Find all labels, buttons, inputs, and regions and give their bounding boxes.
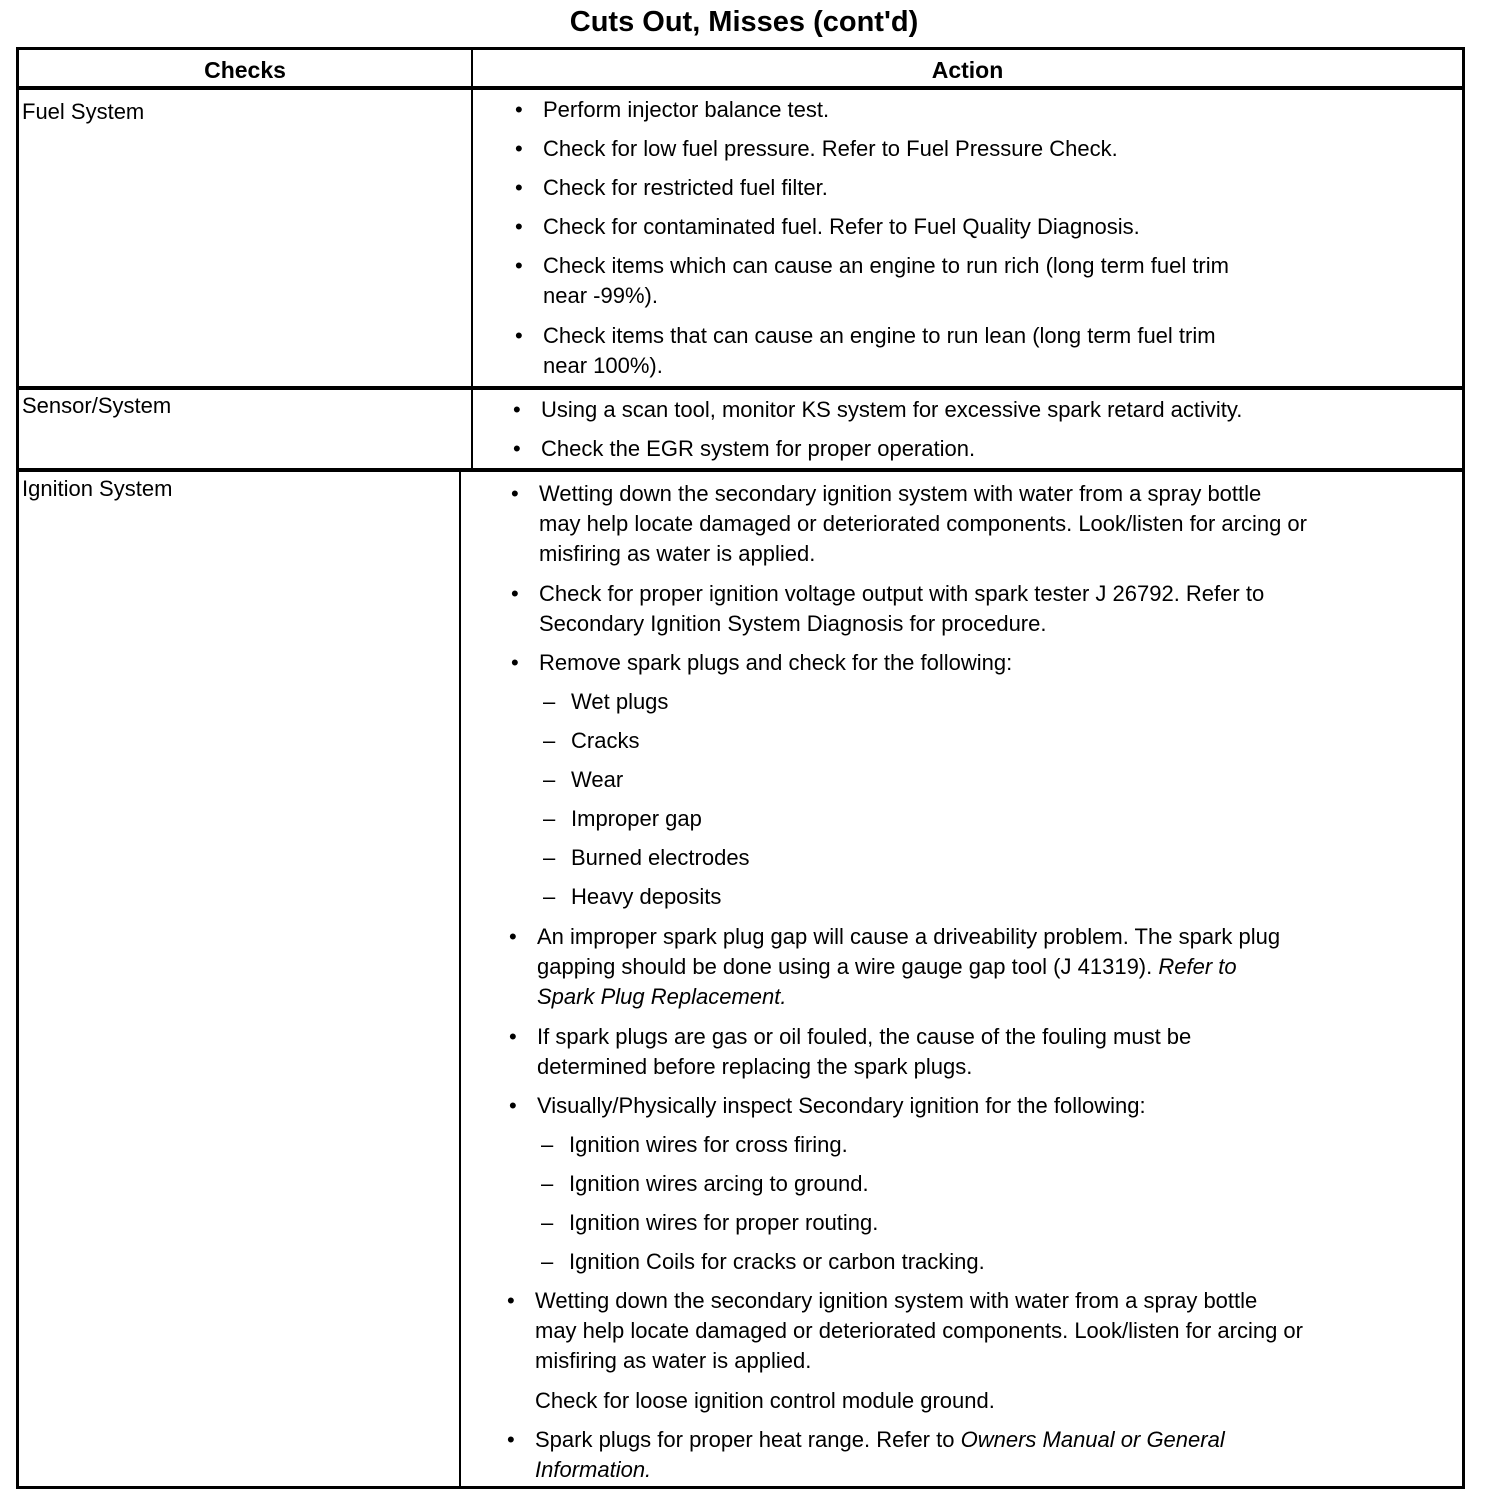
sub-item: Wear [571,767,624,792]
page-title: Cuts Out, Misses (cont'd) [569,6,919,38]
bullet: • [507,1288,515,1313]
action-item-cont: may help locate damaged or deteriorated components. Look/listen for arcing or [535,1318,1303,1343]
action-item: If spark plugs are gas or oil fouled, the cause of the fouling must be [537,1024,1192,1049]
heat-range-text: Spark plugs for proper heat range. Refer to [535,1427,955,1452]
action-item: An improper spark plug gap will cause a driveability problem. The spark plug [537,924,1281,949]
action-cell [473,90,1462,386]
sub-item: Ignition wires for cross firing. [569,1132,848,1157]
action-item: Visually/Physically inspect Secondary ignition for the following: [537,1093,1146,1118]
sub-item: Improper gap [571,806,702,831]
sub-item: Wet plugs [571,689,669,714]
bullet: • [509,1093,517,1118]
dash: – [543,845,556,870]
action-item: Remove spark plugs and check for the following: [539,650,1013,675]
dash: – [543,767,556,792]
sub-item: Ignition wires arcing to ground. [569,1171,869,1196]
bullet: • [511,650,519,675]
action-cell [473,390,1462,468]
sub-item: Ignition Coils for cracks or carbon tracking. [569,1249,985,1274]
sub-item: Burned electrodes [571,845,750,870]
action-item-cont [537,952,1237,982]
action-item [535,1425,1225,1455]
header-checks: Checks [19,50,473,90]
dash: – [543,689,556,714]
bullet: • [515,323,523,348]
action-item-cont: determined before replacing the spark plugs. [537,1054,973,1079]
sub-item: Cracks [571,728,640,753]
action-item-cont: Check for loose ignition control module ground. [535,1388,995,1413]
dash: – [541,1210,554,1235]
action-item: Perform injector balance test. [543,97,830,122]
action-cell [461,472,1462,1486]
action-item: Using a scan tool, monitor KS system for excessive spark retard activity. [541,397,1243,422]
spark-plug-replacement-ref: Spark Plug Replacement. [537,984,787,1009]
dash: – [543,806,556,831]
action-item-cont: near -99%). [543,283,658,308]
action-item: Wetting down the secondary ignition system with water from a spray bottle [539,481,1262,506]
bullet: • [513,436,521,461]
bullet: • [511,581,519,606]
sub-item: Ignition wires for proper routing. [569,1210,879,1235]
action-item: Check for low fuel pressure. Refer to Fuel Pressure Check. [543,136,1118,161]
action-item-cont [535,1455,651,1485]
bullet: • [509,1024,517,1049]
check-fuel-system: Fuel System [19,90,473,386]
bullet: • [511,481,519,506]
bullet: • [509,924,517,949]
action-item: Check items which can cause an engine to run rich (long term fuel trim [543,253,1229,278]
gap-tool-text: gapping should be done using a wire gauge gap tool (J 41319). [537,954,1153,979]
dash: – [541,1171,554,1196]
dash: – [541,1132,554,1157]
action-item: Check items that can cause an engine to run lean (long term fuel trim [543,323,1216,348]
table-row [19,472,1462,1486]
bullet: • [515,175,523,200]
action-item: Check for contaminated fuel. Refer to Fuel Quality Diagnosis. [543,214,1140,239]
bullet: • [515,214,523,239]
dash: – [543,728,556,753]
check-sensor-system: Sensor/System [19,390,473,468]
header-action: Action [473,50,1462,90]
action-item-cont: Secondary Ignition System Diagnosis for procedure. [539,611,1047,636]
bullet: • [515,97,523,122]
dash: – [541,1249,554,1274]
check-ignition-system: Ignition System [19,472,461,1486]
bullet: • [515,136,523,161]
action-item-cont [537,982,786,1012]
owners-manual-ref: Owners Manual or General [960,1427,1225,1452]
action-item-cont: misfiring as water is applied. [535,1348,812,1373]
sub-item: Heavy deposits [571,884,722,909]
dash: – [543,884,556,909]
bullet: • [513,397,521,422]
action-item-cont: may help locate damaged or deteriorated components. Look/listen for arcing or [539,511,1307,536]
bullet: • [515,253,523,278]
action-item: Check for proper ignition voltage output with spark tester J 26792. Refer to [539,581,1265,606]
diagnostic-table [16,47,1465,1489]
action-item: Check the EGR system for proper operation. [541,436,976,461]
information-ref: Information. [535,1457,652,1482]
refer-to-text: Refer to [1158,954,1237,979]
table-row [19,90,1462,390]
action-item-cont: near 100%). [543,353,663,378]
action-item: Check for restricted fuel filter. [543,175,828,200]
action-item: Wetting down the secondary ignition system with water from a spray bottle [535,1288,1258,1313]
table-row [19,390,1462,472]
action-item-cont: misfiring as water is applied. [539,541,816,566]
bullet: • [507,1427,515,1452]
